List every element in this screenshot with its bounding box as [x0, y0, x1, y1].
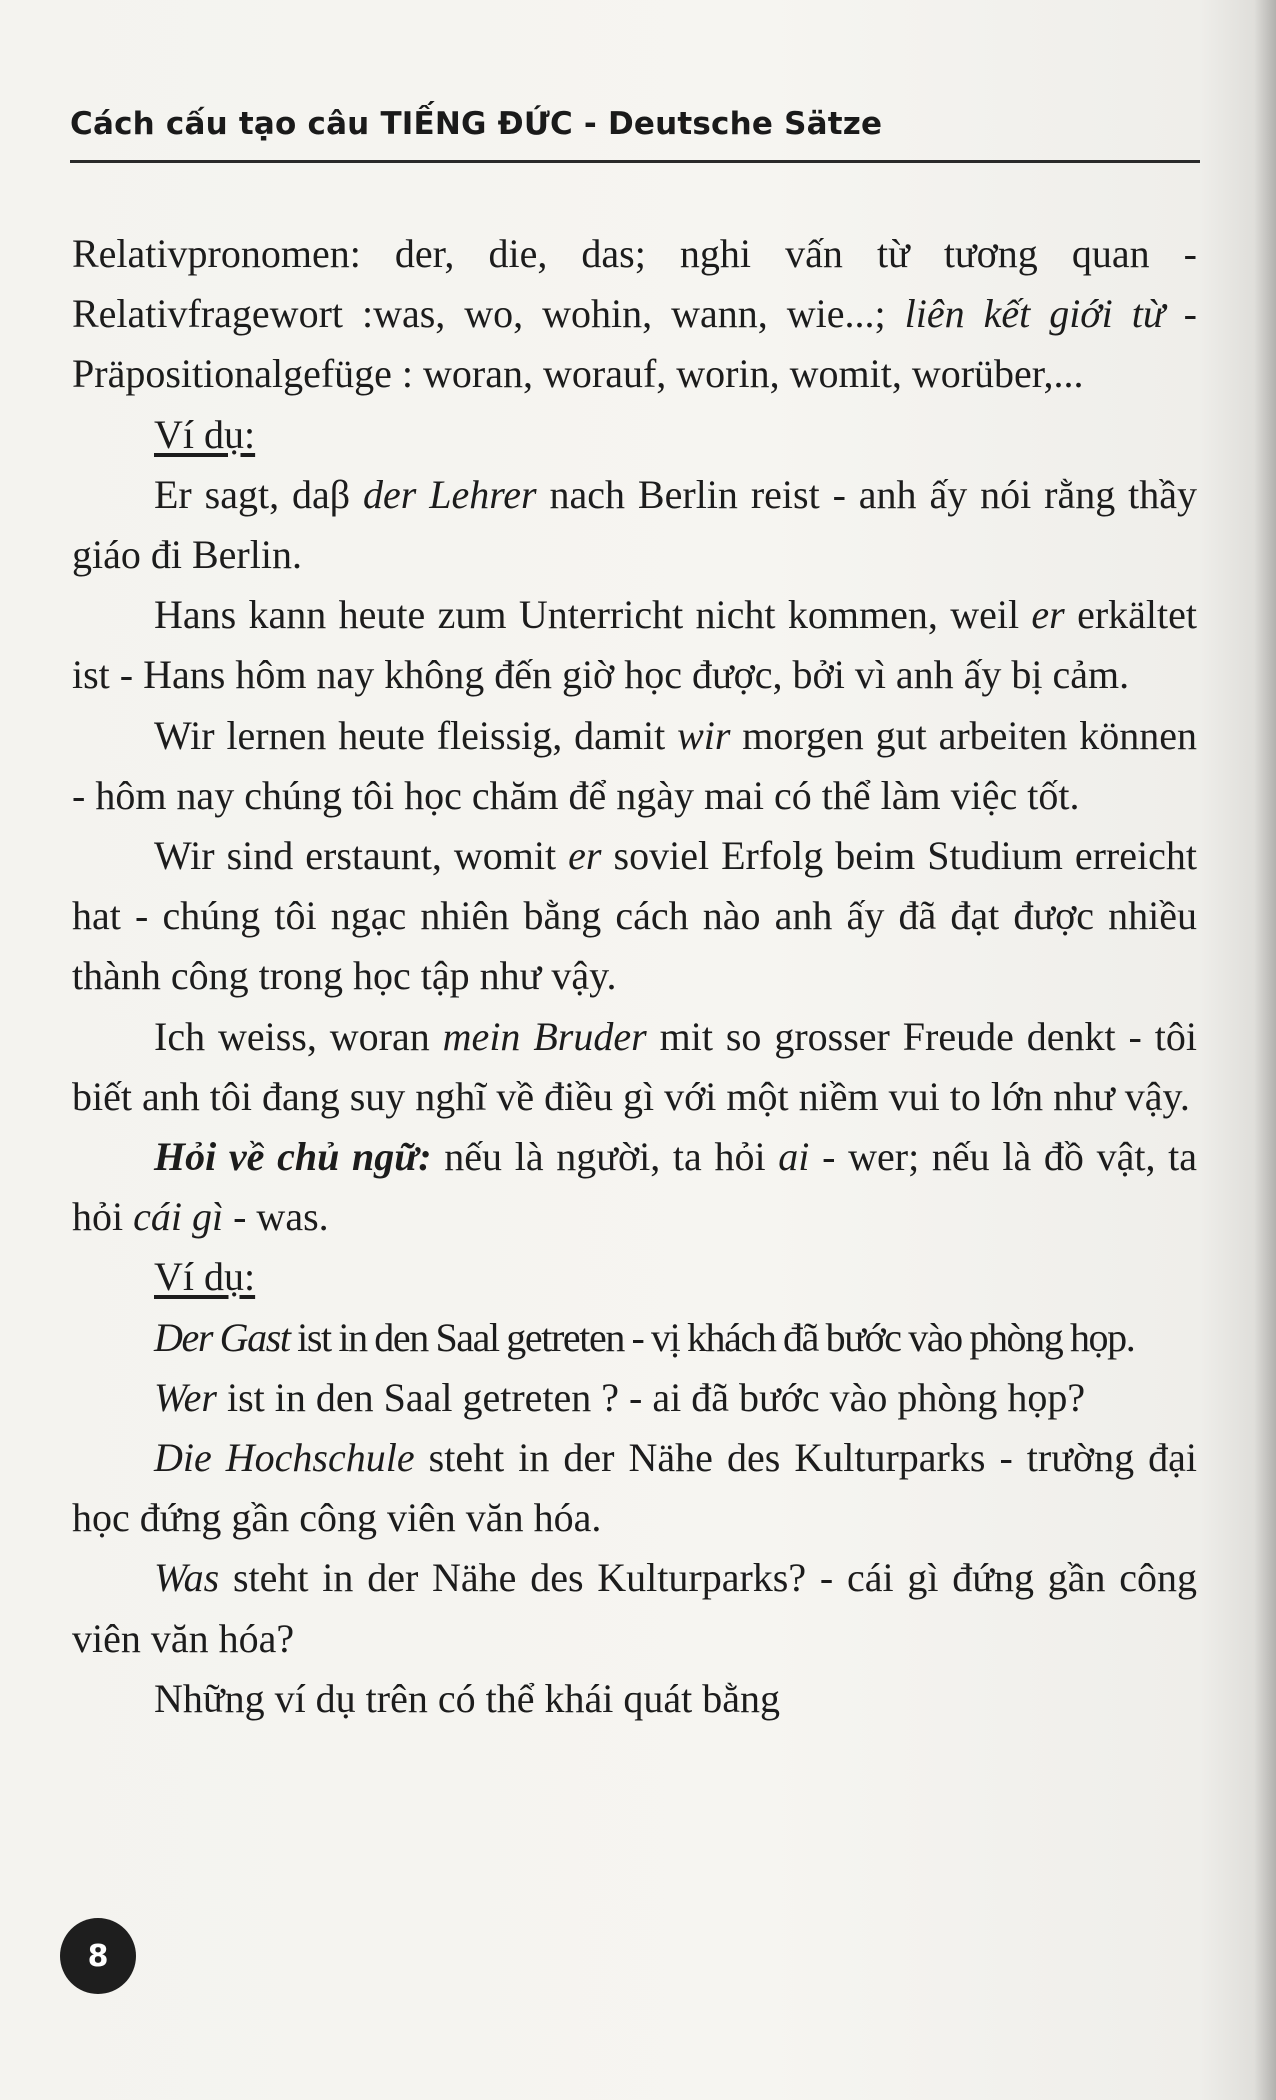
example-sentence: Wir lernen heute fleissig, damit wir morgen gut arbeiten können - hôm nay chúng tôi học chăm để ngày mai có thể làm việc tốt.: [72, 712, 1198, 818]
paragraph-relative-pronouns: Relativpronomen: der, die, das; nghi vấn từ tương quan - Relativfragewort :was, wo, wohin, wann, wie...; liên kết giới từ - Präpositionalgefüge : woran, worauf, worin, womit, worüber,...: [72, 231, 1197, 397]
closing-sentence: Những ví dụ trên có thể khái quát bằng: [154, 1675, 780, 1721]
header-rule: [70, 160, 1200, 163]
example-sentence: Der Gast ist in den Saal getreten - vị khách đã bước vào phòng họp.: [154, 1314, 1135, 1360]
example-sentence: Was steht in der Nähe des Kulturparks? - cái gì đứng gần công viên văn hóa?: [72, 1555, 1197, 1661]
example-sentence: Hans kann heute zum Unterricht nicht kommen, weil er erkältet ist - Hans hôm nay không đến giờ học được, bởi vì anh ấy bị cảm.: [72, 592, 1197, 698]
page-edge-shadow: [1254, 0, 1276, 2100]
example-sentence: Die Hochschule steht in der Nähe des Kulturparks - trường đại học đứng gần công viên văn hóa.: [72, 1435, 1197, 1541]
paragraph-subject-question: Hỏi về chủ ngữ: nếu là người, ta hỏi ai - wer; nếu là đồ vật, ta hỏi cái gì - was.: [72, 1134, 1198, 1240]
page-number: 8: [60, 1918, 136, 1994]
example-sentence: Ich weiss, woran mein Bruder mit so grosser Freude denkt - tôi biết anh tôi đang suy nghĩ về điều gì với một niềm vui to lớn như vậy.: [72, 1013, 1198, 1119]
example-label: Ví dụ:: [154, 1254, 256, 1300]
example-sentence: Er sagt, daβ der Lehrer nach Berlin reist - anh ấy nói rằng thầy giáo đi Berlin.: [72, 471, 1197, 578]
example-sentence: Wir sind erstaunt, womit er soviel Erfolg beim Studium erreicht hat - chúng tôi ngạc nhiên bằng cách nào anh ấy đã đạt được nhiều thành công trong học tập như vậy.: [72, 833, 1197, 999]
page-body: [72, 224, 1197, 1729]
example-label: Ví dụ:: [154, 411, 256, 457]
example-sentence: Wer ist in den Saal getreten ? - ai đã bước vào phòng họp?: [154, 1374, 1086, 1420]
running-header: Cách cấu tạo câu TIẾNG ĐỨC - Deutsche Sätze: [70, 106, 883, 142]
